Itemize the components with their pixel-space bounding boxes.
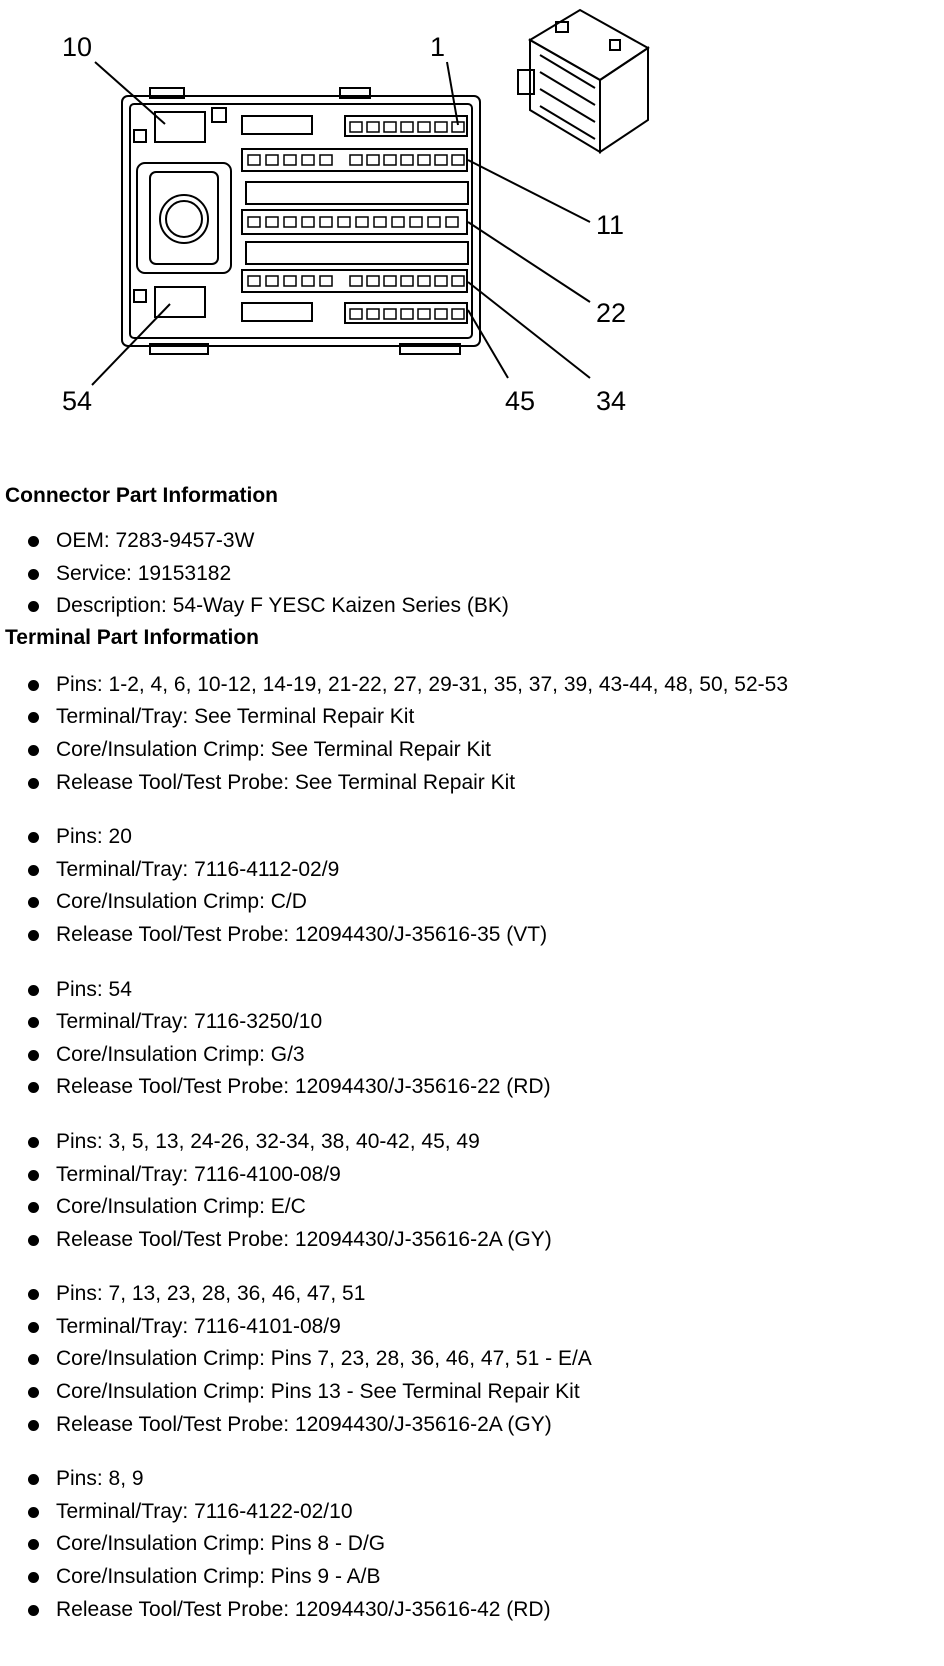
- list-item: Pins: 8, 9: [5, 1463, 940, 1496]
- list-item: Release Tool/Test Probe: 12094430/J-35616-22 (RD): [5, 1071, 940, 1104]
- pin-label-54: 54: [62, 386, 93, 416]
- pin-row-1: [345, 116, 467, 136]
- list-item: Core/Insulation Crimp: Pins 9 - A/B: [5, 1561, 940, 1594]
- document-body: [5, 483, 940, 1626]
- terminal-group: [5, 974, 940, 1104]
- list-item: Terminal/Tray: 7116-4101-08/9: [5, 1311, 940, 1344]
- list-item: Pins: 3, 5, 13, 24-26, 32-34, 38, 40-42, 45, 49: [5, 1126, 940, 1159]
- terminal-heading: Terminal Part Information: [5, 625, 259, 649]
- connector-iso-view: [518, 10, 648, 152]
- pin-row-5: [345, 303, 467, 323]
- list-item: Terminal/Tray: See Terminal Repair Kit: [5, 701, 940, 734]
- list-item: Terminal/Tray: 7116-4100-08/9: [5, 1159, 940, 1192]
- terminal-group: [5, 1463, 940, 1626]
- latch-circle: [160, 195, 208, 243]
- terminal-groups: [5, 669, 940, 1626]
- pin-row-3: [242, 210, 467, 234]
- list-item: Service: 19153182: [5, 558, 940, 591]
- list-item: Release Tool/Test Probe: 12094430/J-35616-42 (RD): [5, 1594, 940, 1627]
- cavity-10: [155, 112, 205, 142]
- list-item: Pins: 54: [5, 974, 940, 1007]
- list-item: Core/Insulation Crimp: Pins 8 - D/G: [5, 1528, 940, 1561]
- list-item: Terminal/Tray: 7116-4112-02/9: [5, 854, 940, 887]
- list-item: Core/Insulation Crimp: E/C: [5, 1191, 940, 1224]
- terminal-group: [5, 1126, 940, 1256]
- list-item: Core/Insulation Crimp: See Terminal Repair Kit: [5, 734, 940, 767]
- pin-row-4: [242, 270, 467, 292]
- list-item: Core/Insulation Crimp: Pins 7, 23, 28, 36, 46, 47, 51 - E/A: [5, 1343, 940, 1376]
- list-item: Core/Insulation Crimp: Pins 13 - See Terminal Repair Kit: [5, 1376, 940, 1409]
- list-item: Core/Insulation Crimp: C/D: [5, 886, 940, 919]
- terminal-group: [5, 1278, 940, 1441]
- list-item: Release Tool/Test Probe: 12094430/J-35616-35 (VT): [5, 919, 940, 952]
- list-item: Description: 54-Way F YESC Kaizen Series (BK): [5, 590, 940, 623]
- list-item: Release Tool/Test Probe: See Terminal Repair Kit: [5, 767, 940, 800]
- pin-label-22: 22: [596, 298, 627, 328]
- pin-label-1: 1: [430, 32, 446, 62]
- list-item: Release Tool/Test Probe: 12094430/J-35616-2A (GY): [5, 1224, 940, 1257]
- list-item: Pins: 1-2, 4, 6, 10-12, 14-19, 21-22, 27, 29-31, 35, 37, 39, 43-44, 48, 50, 52-53: [5, 669, 940, 702]
- pin-label-10: 10: [62, 32, 93, 62]
- list-item: Pins: 7, 13, 23, 28, 36, 46, 47, 51: [5, 1278, 940, 1311]
- connector-list: [5, 525, 940, 623]
- pin-label-45: 45: [505, 386, 536, 416]
- list-item: Core/Insulation Crimp: G/3: [5, 1039, 940, 1072]
- connector-diagram: [0, 0, 944, 430]
- connector-heading: Connector Part Information: [5, 484, 279, 507]
- terminal-group: [5, 821, 940, 951]
- pin-label-34: 34: [596, 386, 627, 416]
- list-item: Terminal/Tray: 7116-3250/10: [5, 1006, 940, 1039]
- list-item: Terminal/Tray: 7116-4122-02/10: [5, 1496, 940, 1529]
- list-item: Pins: 20: [5, 821, 940, 854]
- terminal-group: [5, 669, 940, 799]
- list-item: OEM: 7283-9457-3W: [5, 525, 940, 558]
- latch-housing: [137, 163, 231, 273]
- pin-row-2: [242, 149, 467, 171]
- pin-label-11: 11: [596, 210, 625, 240]
- list-item: Release Tool/Test Probe: 12094430/J-35616-2A (GY): [5, 1409, 940, 1442]
